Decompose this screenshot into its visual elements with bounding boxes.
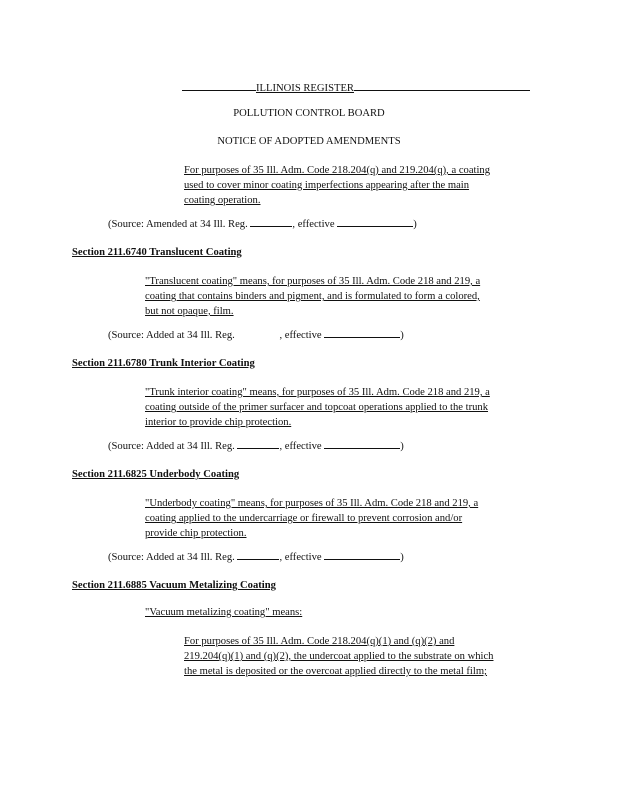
section-heading: Section 211.6825 Underbody Coating <box>72 469 240 480</box>
notice-title: NOTICE OF ADOPTED AMENDMENTS <box>217 136 401 147</box>
text-line: For purposes of 35 Ill. Adm. Code 218.204(q) and 219.204(q), a coating <box>184 165 490 176</box>
text-line: coating outside of the primer surfacer and topcoat operations applied to the trunk <box>145 402 489 413</box>
text-line: "Translucent coating" means, for purposes of 35 Ill. Adm. Code 218 and 219, a <box>145 276 481 287</box>
register-right-rule <box>354 80 530 91</box>
definition-intro: "Vacuum metalizing coating" means: <box>145 607 303 618</box>
text-line: "Trunk interior coating" means, for purposes of 35 Ill. Adm. Code 218 and 219, a <box>145 387 490 398</box>
text-line: interior to provide chip protection. <box>145 417 292 428</box>
text-line: "Underbody coating" means, for purposes of 35 Ill. Adm. Code 218 and 219, a <box>145 498 479 509</box>
source-note: (Source: Added at 34 Ill. Reg. , effective ) <box>108 552 404 563</box>
section-heading: Section 211.6885 Vacuum Metalizing Coating <box>72 580 276 591</box>
text-line: provide chip protection. <box>145 528 247 539</box>
section-paragraph <box>145 496 478 541</box>
section-paragraph <box>145 274 480 319</box>
text-line: but not opaque, film. <box>145 306 234 317</box>
register-left-rule <box>182 80 256 91</box>
section-paragraph <box>145 385 490 430</box>
source-note: (Source: Added at 34 Ill. Reg. , effective ) <box>108 441 404 452</box>
source-note: (Source: Added at 34 Ill. Reg. , effective ) <box>108 330 404 341</box>
register-header <box>182 80 530 94</box>
section-heading: Section 211.6740 Translucent Coating <box>72 247 242 258</box>
text-line: used to cover minor coating imperfections appearing after the main <box>184 180 470 191</box>
subsection-paragraph <box>184 634 493 679</box>
blank-field <box>324 559 400 560</box>
blank-field <box>324 337 400 338</box>
text-line: For purposes of 35 Ill. Adm. Code 218.204(q)(1) and (q)(2) and <box>184 636 455 647</box>
text-line: coating operation. <box>184 195 261 206</box>
text-line: coating applied to the undercarriage or firewall to prevent corrosion and/or <box>145 513 463 524</box>
section-heading: Section 211.6780 Trunk Interior Coating <box>72 358 255 369</box>
continued-paragraph <box>184 163 490 208</box>
board-title: POLLUTION CONTROL BOARD <box>233 108 385 119</box>
register-title: ILLINOIS REGISTER <box>256 83 354 94</box>
text-line: 219.204(q)(1) and (q)(2), the undercoat applied to the substrate on which <box>184 651 494 662</box>
blank-field <box>324 448 400 449</box>
blank-field <box>337 226 413 227</box>
source-note: (Source: Amended at 34 Ill. Reg. , effective ) <box>108 219 417 230</box>
blank-field <box>237 448 279 449</box>
text-line: coating that contains binders and pigment, and is formulated to form a colored, <box>145 291 480 302</box>
blank-field <box>250 226 292 227</box>
blank-field <box>237 559 279 560</box>
text-line: the metal is deposited or the overcoat applied directly to the metal film; <box>184 666 488 677</box>
